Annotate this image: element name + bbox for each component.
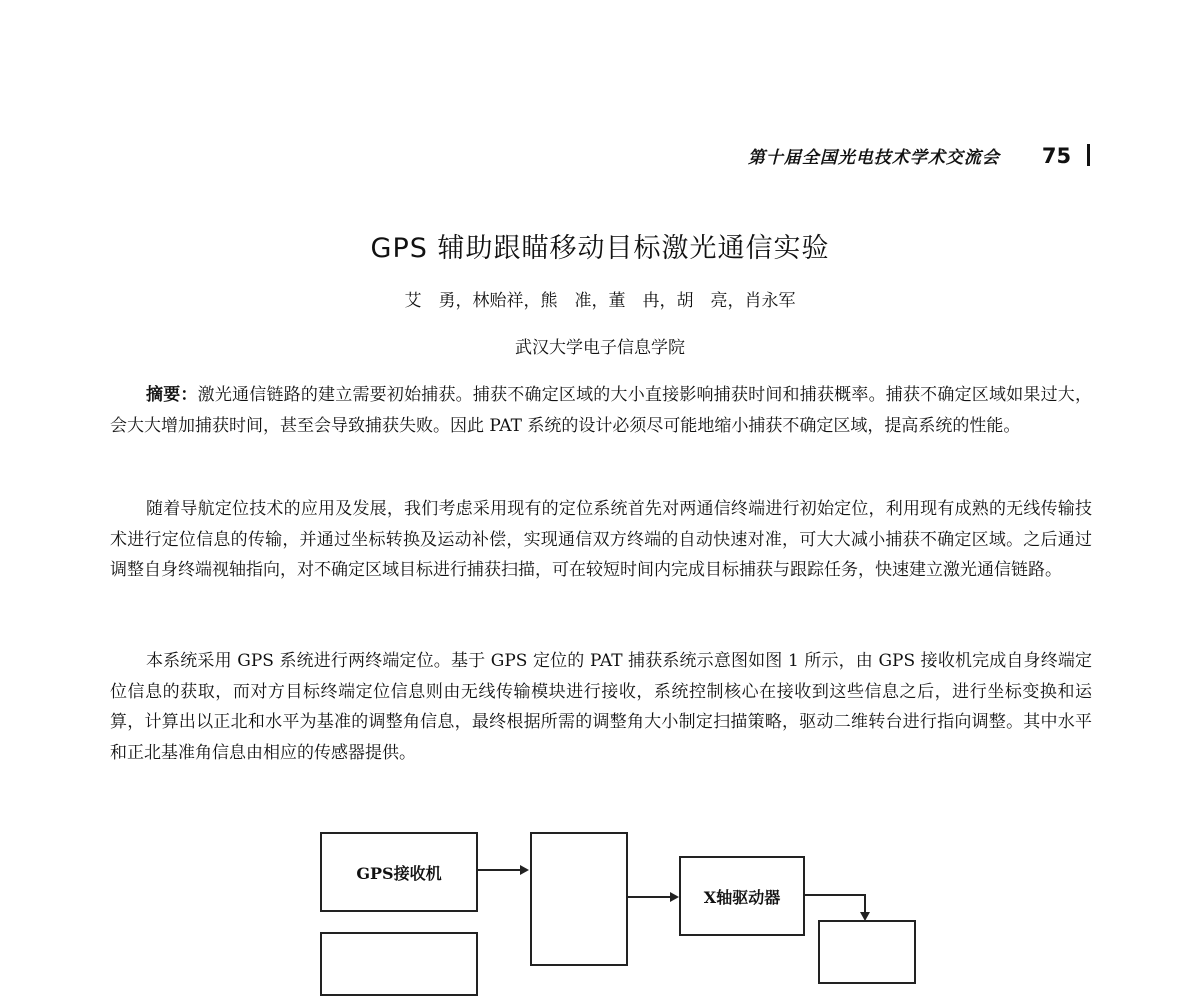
abstract-paragraph — [110, 380, 1092, 441]
turntable-box — [818, 920, 916, 984]
author-list: 艾 勇，林贻祥，熊 准，董 冉，胡 亮，肖永军 — [404, 291, 796, 311]
x-axis-driver-label: X轴驱动器 — [703, 887, 781, 907]
connector-x-driver-down — [864, 894, 866, 914]
abstract-label: 摘要： — [146, 385, 198, 405]
conference-name: 第十届全国光电技术学术交流会 — [747, 148, 1000, 168]
connector-x-driver-right — [803, 894, 865, 896]
figure-1-diagram — [0, 818, 1200, 943]
body-paragraph-1: 随着导航定位技术的应用及发展，我们考虑采用现有的定位系统首先对两通信终端进行初始定位，利用现有成熟的无线传输技术进行定位信息的传输，并通过坐标转换及运动补偿，实现通信双方终端的自动快速对准，可大大减小捕获不确定区域。之后通过调整自身终端视轴指向，对不确定区域目标进行捕获扫描，可在较短时间内完成目标捕获与跟踪任务，快速建立激光通信链路。 — [110, 499, 1092, 580]
control-core-box — [530, 832, 628, 966]
second-input-box — [320, 932, 478, 996]
arrow-gps-to-controller — [476, 869, 520, 871]
running-header — [560, 143, 1090, 168]
arrow-controller-to-x-driver-head — [670, 892, 679, 902]
header-bar — [1087, 144, 1090, 166]
abstract-text: 激光通信链路的建立需要初始捕获。捕获不确定区域的大小直接影响捕获时间和捕获概率。捕获不确定区域如果过大，会大大增加捕获时间，甚至会导致捕获失败。因此 PAT 系统的设计必须尽可能地缩小捕获不确定区域，提高系统的性能。 — [110, 385, 1093, 436]
arrow-gps-to-controller-head — [520, 865, 529, 875]
gps-receiver-box — [320, 832, 478, 912]
arrow-controller-to-x-driver — [626, 896, 670, 898]
gps-receiver-label: GPS接收机 — [356, 863, 442, 883]
page-number: 75 — [1041, 144, 1072, 168]
x-axis-driver-box — [679, 856, 805, 936]
body-paragraph-2: 本系统采用 GPS 系统进行两终端定位。基于 GPS 定位的 PAT 捕获系统示意图如图 1 所示，由 GPS 接收机完成自身终端定位信息的获取，而对方目标终端定位信息则由无线传输模块进行接收，系统控制核心在接收到这些信息之后，进行坐标变换和运算，计算出以正北和水平为基准的调整角信息，最终根据所需的调整角大小制定扫描策略，驱动二维转台进行指向调整。其中水平和正北基准角信息由相应的传感器提供。 — [110, 651, 1092, 763]
affiliation: 武汉大学电子信息学院 — [515, 338, 685, 358]
paper-title: GPS 辅助跟瞄移动目标激光通信实验 — [370, 233, 830, 264]
